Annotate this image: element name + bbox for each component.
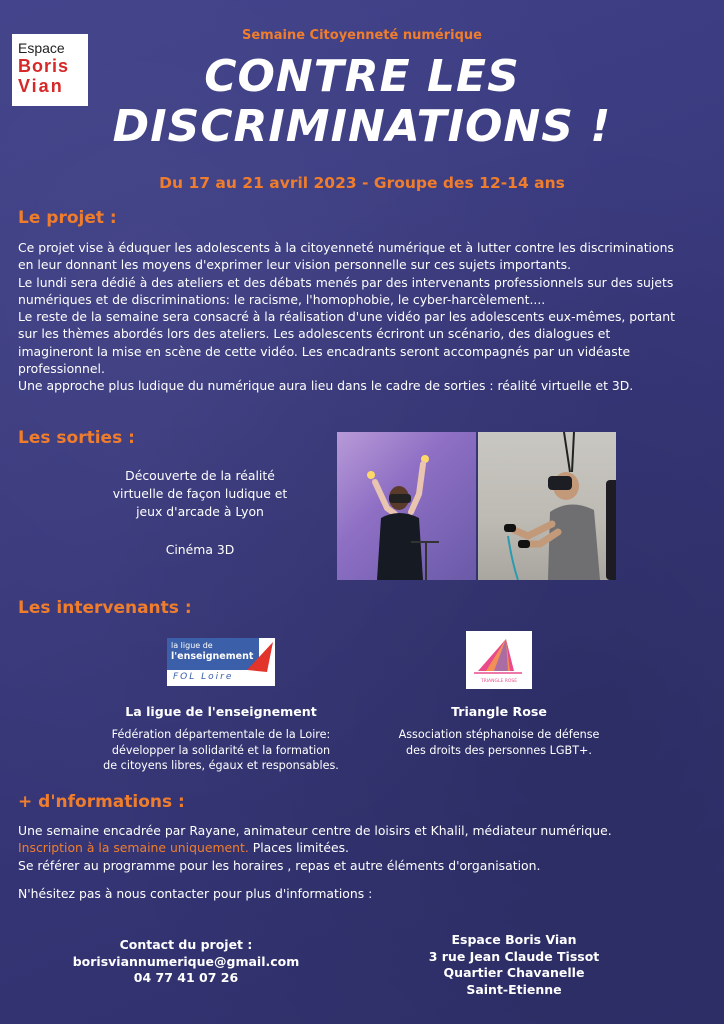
intervenants-heading: Les intervenants : bbox=[18, 598, 192, 618]
partner-2-description bbox=[386, 727, 612, 758]
ligue-logo-line-2: l'enseignement bbox=[171, 651, 254, 662]
projet-line: Ce projet vise à éduquer les adolescents à la citoyenneté numérique et à lutter contre les discriminations bbox=[18, 240, 674, 255]
projet-description bbox=[18, 239, 718, 395]
infos-line-2 bbox=[18, 839, 718, 856]
infos-line-1: Une semaine encadrée par Rayane, animateur centre de loisirs et Khalil, médiateur numérique. bbox=[18, 823, 612, 838]
infos-line-4: N'hésitez pas à nous contacter pour plus d'informations : bbox=[18, 886, 373, 901]
venue-address bbox=[400, 932, 628, 998]
contact-email[interactable]: borisviannumerique@gmail.com bbox=[72, 953, 300, 969]
vr-person-silhouette-left bbox=[337, 432, 475, 580]
places-limitees: Places limitées. bbox=[248, 840, 349, 856]
partner-2-name: Triangle Rose bbox=[451, 704, 547, 719]
projet-heading: Le projet : bbox=[18, 208, 117, 228]
projet-line: Le lundi sera dédié à des ateliers et des débats menés par des intervenants professionnels sur des sujets bbox=[18, 274, 674, 290]
projet-line: sur les thèmes abordés lors des ateliers. Les adolescents écriront un scénario, des dialogues et bbox=[18, 326, 611, 342]
vr-photos bbox=[337, 432, 616, 580]
contact-phone[interactable]: 04 77 41 07 26 bbox=[133, 970, 239, 985]
triangle-rose-logo bbox=[466, 631, 532, 689]
projet-line: Le reste de la semaine sera consacré à la réalisation d'une vidéo par les adolescents eux-mêmes, portant bbox=[18, 309, 675, 325]
logo-line-2: Boris bbox=[18, 56, 70, 76]
partner-1-desc-line: de citoyens libres, égaux et responsables. bbox=[103, 759, 339, 772]
title-line-2: DISCRIMINATIONS ! bbox=[112, 101, 612, 152]
projet-line: imagineront la mise en scène de cette vidéo. Les encadrants seront accompagnés par un vidéaste bbox=[18, 343, 631, 359]
logo-line-1: Espace bbox=[18, 40, 65, 56]
projet-line: professionnel. bbox=[18, 361, 105, 377]
event-dates: Du 17 au 21 avril 2023 - Groupe des 12-14 ans bbox=[159, 174, 565, 192]
projet-line: Une approche plus ludique du numérique aura lieu dans le cadre de sorties : réalité virtuelle et 3D. bbox=[18, 378, 634, 394]
title-line-1: CONTRE LES bbox=[204, 51, 520, 102]
sortie-line: virtuelle de façon ludique et bbox=[112, 486, 288, 501]
address-line-2: 3 rue Jean Claude Tissot bbox=[428, 948, 600, 964]
partner-1-desc-line: développer la solidarité et la formation bbox=[111, 743, 331, 757]
ligue-flag-icon bbox=[247, 642, 273, 672]
ligue-enseignement-logo bbox=[167, 638, 275, 686]
vr-photo-left bbox=[337, 432, 476, 580]
project-contact bbox=[62, 937, 310, 987]
address-line-4: Saint-Etienne bbox=[466, 981, 562, 997]
event-subtitle: Semaine Citoyenneté numérique bbox=[242, 28, 482, 43]
vr-person-silhouette-right bbox=[478, 432, 616, 580]
infos-line-3: Se référer au programme pour les horaires , repas et autre éléments d'organisation. bbox=[18, 857, 541, 873]
partner-1-desc-line: Fédération départementale de la Loire: bbox=[111, 728, 331, 741]
address-line-3: Quartier Chavanelle bbox=[443, 965, 585, 980]
page-title bbox=[0, 52, 724, 152]
contact-title: Contact du projet : bbox=[119, 937, 253, 952]
partner-1-description bbox=[96, 727, 346, 774]
infos-heading: + d'nformations : bbox=[18, 792, 185, 812]
sortie-vr-description bbox=[86, 467, 314, 521]
projet-line: numériques et de discriminations: le racisme, l'homophobie, le cyber-harcèlement.... bbox=[18, 291, 546, 307]
ligue-logo-line-1: la ligue de bbox=[171, 641, 213, 650]
sortie-cinema: Cinéma 3D bbox=[165, 542, 235, 557]
projet-line: en leur donnant les moyens d'exprimer leur vision personnelle sur ces sujets importants. bbox=[18, 257, 572, 273]
sorties-heading: Les sorties : bbox=[18, 428, 135, 448]
sortie-line: jeux d'arcade à Lyon bbox=[136, 504, 264, 519]
infos-text bbox=[18, 822, 718, 874]
triangle-rose-logo-caption: TRIANGLE ROSE bbox=[480, 679, 518, 684]
logo-line-3: Vian bbox=[18, 76, 64, 96]
partner-2-desc-line: Association stéphanoise de défense bbox=[398, 728, 600, 741]
address-line-1: Espace Boris Vian bbox=[451, 932, 577, 947]
ligue-logo-line-3: FOL Loire bbox=[173, 672, 234, 682]
partner-1-name: La ligue de l'enseignement bbox=[125, 704, 317, 719]
vr-photo-right bbox=[478, 432, 617, 580]
partner-2-desc-line: des droits des personnes LGBT+. bbox=[406, 743, 592, 757]
inscription-notice: Inscription à la semaine uniquement. bbox=[18, 840, 249, 856]
sortie-line: Découverte de la réalité bbox=[125, 468, 275, 483]
